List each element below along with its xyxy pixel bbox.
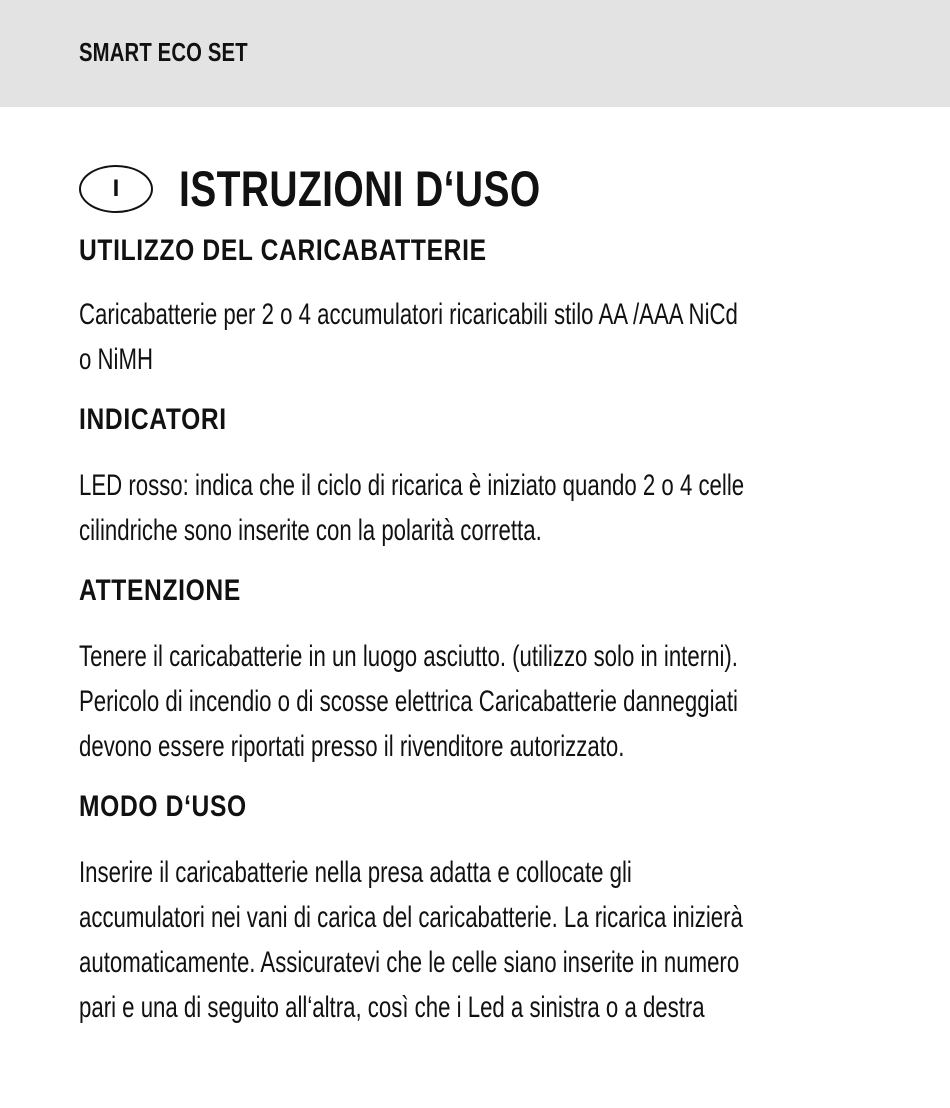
text-line: accumulatori nei vani di carica del caricabatterie. La ricarica inizierà: [79, 901, 743, 934]
text-line: devono essere riportati presso il rivenditore autorizzato.: [79, 730, 625, 763]
section-heading-utilizzo: UTILIZZO DEL CARICABATTERIE: [79, 234, 487, 267]
text-line: automaticamente. Assicuratevi che le celle siano inserite in numero: [79, 946, 740, 979]
header-band: [0, 0, 950, 107]
text-line: Pericolo di incendio o di scosse elettrica Caricabatterie danneggiati: [79, 685, 738, 718]
text-line: pari e una di seguito all‘altra, così che i Led a sinistra o a destra: [79, 991, 705, 1024]
language-badge: I: [79, 165, 153, 213]
section-text-utilizzo: [79, 292, 915, 382]
title-row: [79, 160, 919, 218]
section-heading-modo-uso: MODO D‘USO: [79, 790, 247, 823]
section-heading-attenzione: ATTENZIONE: [79, 574, 241, 607]
section-text-indicatori: [79, 463, 915, 553]
text-line: Tenere il caricabatterie in un luogo asciutto. (utilizzo solo in interni).: [79, 640, 738, 673]
section-text-attenzione: [79, 634, 915, 769]
section-heading-indicatori: INDICATORI: [79, 403, 227, 436]
brand-name: SMART ECO SET: [79, 37, 248, 67]
text-line: LED rosso: indica che il ciclo di ricarica è iniziato quando 2 o 4 celle: [79, 469, 745, 502]
text-line: o NiMH: [79, 343, 154, 376]
text-line: Caricabatterie per 2 o 4 accumulatori ricaricabili stilo AA /AAA NiCd: [79, 298, 738, 331]
text-line: cilindriche sono inserite con la polarità corretta.: [79, 514, 542, 547]
page-title: ISTRUZIONI D‘USO: [179, 161, 541, 217]
main-content: [79, 160, 919, 1030]
section-text-modo-uso: [79, 850, 915, 1030]
text-line: Inserire il caricabatterie nella presa adatta e collocate gli: [79, 856, 632, 889]
